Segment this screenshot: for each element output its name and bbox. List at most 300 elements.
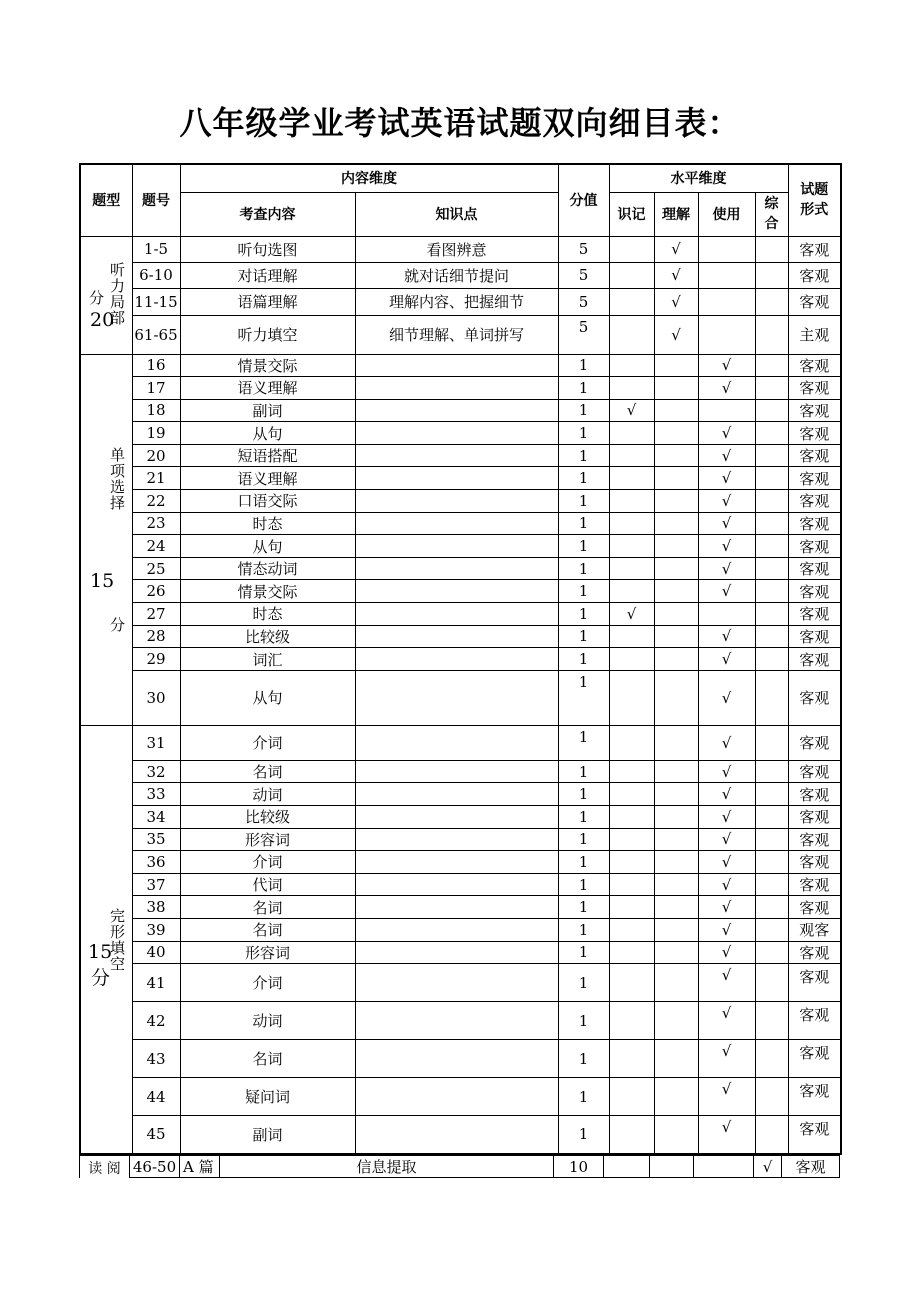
knowledge-cell (355, 603, 558, 626)
level-use-cell (698, 262, 755, 288)
reading-level-recall (604, 1156, 650, 1178)
content-cell: 形容词 (180, 828, 355, 851)
question-num: 32 (132, 760, 180, 783)
table-row (80, 444, 841, 467)
level-understand-cell (654, 399, 698, 422)
question-num: 26 (132, 580, 180, 603)
score-cell: 1 (558, 828, 609, 851)
level-understand-cell (654, 580, 698, 603)
level-recall-cell (609, 236, 654, 262)
level-use-cell: √ (698, 490, 755, 513)
level-use-cell (698, 603, 755, 626)
score-cell: 5 (558, 315, 609, 354)
level-understand-cell (654, 535, 698, 558)
table-row (80, 1078, 841, 1116)
form-cell: 客观 (788, 603, 841, 626)
form-cell: 客观 (788, 1078, 841, 1116)
header-content-dim: 内容维度 (180, 164, 558, 192)
level-recall-cell (609, 806, 654, 829)
score-cell: 5 (558, 288, 609, 315)
score-cell: 1 (558, 603, 609, 626)
table-row (80, 1116, 841, 1154)
question-num: 22 (132, 490, 180, 513)
level-synthesis-cell (755, 725, 788, 760)
level-use-cell: √ (698, 444, 755, 467)
content-cell: 听力填空 (180, 315, 355, 354)
table-row (80, 354, 841, 377)
section-3-points: 15 (88, 941, 113, 963)
reading-part: A 篇 (180, 1156, 220, 1178)
table-row (80, 783, 841, 806)
level-synthesis-cell (755, 1040, 788, 1078)
level-recall-cell (609, 625, 654, 648)
level-use-cell: √ (698, 964, 755, 1002)
level-use-cell (698, 399, 755, 422)
level-recall-cell (609, 535, 654, 558)
knowledge-cell (355, 557, 558, 580)
table-row (80, 873, 841, 896)
form-cell: 客观 (788, 725, 841, 760)
level-recall-cell (609, 444, 654, 467)
form-cell: 观客 (788, 918, 841, 941)
knowledge-cell (355, 783, 558, 806)
table-row (80, 964, 841, 1002)
level-synthesis-cell (755, 444, 788, 467)
level-synthesis-cell (755, 603, 788, 626)
section-2-name: 单项选择 (110, 446, 126, 512)
level-use-cell: √ (698, 918, 755, 941)
form-cell: 客观 (788, 1040, 841, 1078)
knowledge-cell (355, 490, 558, 513)
reading-knowledge: 信息提取 (220, 1156, 554, 1178)
table-row (80, 1002, 841, 1040)
level-understand-cell (654, 557, 698, 580)
knowledge-cell (355, 896, 558, 919)
table-row (80, 580, 841, 603)
question-num: 43 (132, 1040, 180, 1078)
score-cell: 1 (558, 557, 609, 580)
reading-num: 46-50 (130, 1156, 180, 1178)
section-1-unit: 分 (89, 289, 105, 307)
level-use-cell: √ (698, 648, 755, 671)
level-recall-cell (609, 580, 654, 603)
knowledge-cell: 看图辨意 (355, 236, 558, 262)
level-recall-cell (609, 1078, 654, 1116)
score-cell: 1 (558, 648, 609, 671)
header-level-recall: 识记 (609, 192, 654, 236)
level-recall-cell (609, 828, 654, 851)
spec-table (79, 163, 842, 1155)
section-3-name: 完形填空 (110, 907, 126, 973)
table-row (80, 918, 841, 941)
level-use-cell: √ (698, 1040, 755, 1078)
level-understand-cell (654, 806, 698, 829)
level-understand-cell (654, 964, 698, 1002)
knowledge-cell (355, 444, 558, 467)
score-cell: 5 (558, 236, 609, 262)
form-cell: 客观 (788, 288, 841, 315)
level-recall-cell (609, 512, 654, 535)
question-num: 42 (132, 1002, 180, 1040)
level-understand-cell (654, 625, 698, 648)
question-num: 35 (132, 828, 180, 851)
level-understand-cell (654, 377, 698, 400)
table-row (80, 262, 841, 288)
question-num: 41 (132, 964, 180, 1002)
level-use-cell: √ (698, 512, 755, 535)
level-understand-cell (654, 670, 698, 725)
content-cell: 从句 (180, 670, 355, 725)
form-cell: 客观 (788, 354, 841, 377)
knowledge-cell (355, 1116, 558, 1154)
score-cell: 1 (558, 941, 609, 964)
level-synthesis-cell (755, 941, 788, 964)
knowledge-cell (355, 422, 558, 445)
form-cell: 客观 (788, 828, 841, 851)
table-row (80, 1040, 841, 1078)
level-synthesis-cell (755, 512, 788, 535)
level-understand-cell (654, 467, 698, 490)
score-cell: 1 (558, 896, 609, 919)
level-synthesis-cell (755, 399, 788, 422)
level-use-cell: √ (698, 422, 755, 445)
level-synthesis-cell (755, 1116, 788, 1154)
level-use-cell: √ (698, 580, 755, 603)
level-synthesis-cell (755, 806, 788, 829)
question-num: 30 (132, 670, 180, 725)
level-synthesis-cell (755, 315, 788, 354)
reading-score: 10 (554, 1156, 604, 1178)
knowledge-cell (355, 670, 558, 725)
content-cell: 疑问词 (180, 1078, 355, 1116)
header-level-understand: 理解 (654, 192, 698, 236)
knowledge-cell (355, 725, 558, 760)
form-cell: 客观 (788, 422, 841, 445)
header-form: 试题形式 (788, 164, 841, 236)
content-cell: 形容词 (180, 941, 355, 964)
knowledge-cell: 细节理解、单词拼写 (355, 315, 558, 354)
knowledge-cell (355, 1040, 558, 1078)
score-cell: 1 (558, 1040, 609, 1078)
knowledge-cell: 就对话细节提问 (355, 262, 558, 288)
form-cell: 客观 (788, 399, 841, 422)
content-cell: 介词 (180, 725, 355, 760)
level-understand-cell (654, 354, 698, 377)
question-num: 21 (132, 467, 180, 490)
level-synthesis-cell (755, 670, 788, 725)
level-use-cell: √ (698, 760, 755, 783)
level-understand-cell: √ (654, 315, 698, 354)
table-row (80, 512, 841, 535)
form-cell: 客观 (788, 512, 841, 535)
level-recall-cell (609, 262, 654, 288)
question-num: 16 (132, 354, 180, 377)
table-row (80, 760, 841, 783)
knowledge-cell (355, 964, 558, 1002)
level-recall-cell: √ (609, 603, 654, 626)
score-cell: 1 (558, 625, 609, 648)
level-understand-cell (654, 873, 698, 896)
level-understand-cell (654, 851, 698, 874)
section-2-unit: 分 (110, 616, 126, 634)
level-recall-cell (609, 1116, 654, 1154)
table-row (80, 941, 841, 964)
level-use-cell: √ (698, 1078, 755, 1116)
content-cell: 时态 (180, 512, 355, 535)
level-synthesis-cell (755, 783, 788, 806)
score-cell: 1 (558, 444, 609, 467)
level-understand-cell (654, 603, 698, 626)
score-cell: 1 (558, 760, 609, 783)
question-num: 31 (132, 725, 180, 760)
content-cell: 比较级 (180, 625, 355, 648)
question-num: 27 (132, 603, 180, 626)
question-num: 34 (132, 806, 180, 829)
level-synthesis-cell (755, 535, 788, 558)
level-synthesis-cell (755, 648, 788, 671)
reading-type-label: 读 阅 (80, 1156, 130, 1178)
score-cell: 1 (558, 512, 609, 535)
knowledge-cell (355, 535, 558, 558)
level-understand-cell: √ (654, 236, 698, 262)
content-cell: 比较级 (180, 806, 355, 829)
header-level-synthesis: 综合 (755, 192, 788, 236)
score-cell: 1 (558, 670, 609, 725)
header-content: 考查内容 (180, 192, 355, 236)
header-type: 题型 (80, 164, 132, 236)
level-recall-cell (609, 941, 654, 964)
form-cell: 客观 (788, 490, 841, 513)
level-synthesis-cell (755, 828, 788, 851)
score-cell: 1 (558, 535, 609, 558)
table-row (80, 828, 841, 851)
score-cell: 1 (558, 490, 609, 513)
level-synthesis-cell (755, 851, 788, 874)
level-recall-cell (609, 783, 654, 806)
level-use-cell: √ (698, 783, 755, 806)
reading-level-synthesis: √ (754, 1156, 782, 1178)
level-understand-cell (654, 896, 698, 919)
section-1-points: 20 (90, 309, 115, 331)
knowledge-cell (355, 377, 558, 400)
form-cell: 客观 (788, 557, 841, 580)
form-cell: 主观 (788, 315, 841, 354)
score-cell: 1 (558, 783, 609, 806)
form-cell: 客观 (788, 806, 841, 829)
content-cell: 词汇 (180, 648, 355, 671)
knowledge-cell (355, 1078, 558, 1116)
score-cell: 1 (558, 580, 609, 603)
form-cell: 客观 (788, 670, 841, 725)
level-synthesis-cell (755, 490, 788, 513)
reading-level-understand (650, 1156, 694, 1178)
table-row (80, 236, 841, 262)
level-use-cell: √ (698, 806, 755, 829)
score-cell: 1 (558, 354, 609, 377)
level-understand-cell (654, 941, 698, 964)
knowledge-cell (355, 512, 558, 535)
question-num: 18 (132, 399, 180, 422)
level-recall-cell (609, 557, 654, 580)
level-use-cell: √ (698, 377, 755, 400)
knowledge-cell (355, 467, 558, 490)
form-cell: 客观 (788, 783, 841, 806)
level-use-cell: √ (698, 873, 755, 896)
content-cell: 副词 (180, 399, 355, 422)
knowledge-cell (355, 851, 558, 874)
table-row (80, 490, 841, 513)
level-understand-cell (654, 760, 698, 783)
form-cell: 客观 (788, 236, 841, 262)
level-use-cell: √ (698, 625, 755, 648)
form-cell: 客观 (788, 648, 841, 671)
content-cell: 口语交际 (180, 490, 355, 513)
score-cell: 1 (558, 918, 609, 941)
level-synthesis-cell (755, 1002, 788, 1040)
score-cell: 1 (558, 377, 609, 400)
page-title: 八年级学业考试英语试题双向细目表： (179, 104, 741, 142)
level-understand-cell (654, 828, 698, 851)
knowledge-cell (355, 625, 558, 648)
level-understand-cell (654, 1002, 698, 1040)
level-synthesis-cell (755, 1078, 788, 1116)
level-synthesis-cell (755, 873, 788, 896)
form-cell: 客观 (788, 467, 841, 490)
level-synthesis-cell (755, 262, 788, 288)
content-cell: 动词 (180, 783, 355, 806)
content-cell: 从句 (180, 535, 355, 558)
reading-form: 客观 (782, 1156, 840, 1178)
score-cell: 1 (558, 964, 609, 1002)
knowledge-cell (355, 918, 558, 941)
form-cell: 客观 (788, 851, 841, 874)
score-cell: 1 (558, 467, 609, 490)
level-recall-cell (609, 315, 654, 354)
level-synthesis-cell (755, 760, 788, 783)
content-cell: 副词 (180, 1116, 355, 1154)
knowledge-cell: 理解内容、把握细节 (355, 288, 558, 315)
section-3-unit: 分 (91, 967, 111, 989)
level-recall-cell (609, 422, 654, 445)
level-recall-cell (609, 1040, 654, 1078)
level-recall-cell (609, 354, 654, 377)
reading-level-use (694, 1156, 754, 1178)
score-cell: 1 (558, 1116, 609, 1154)
level-recall-cell (609, 377, 654, 400)
form-cell: 客观 (788, 625, 841, 648)
level-synthesis-cell (755, 467, 788, 490)
content-cell: 代词 (180, 873, 355, 896)
question-num: 25 (132, 557, 180, 580)
knowledge-cell (355, 354, 558, 377)
level-recall-cell (609, 918, 654, 941)
content-cell: 时态 (180, 603, 355, 626)
question-num: 39 (132, 918, 180, 941)
section-2-points: 15 (90, 570, 115, 592)
form-cell: 客观 (788, 535, 841, 558)
question-num: 40 (132, 941, 180, 964)
question-num: 11-15 (132, 288, 180, 315)
level-synthesis-cell (755, 236, 788, 262)
level-synthesis-cell (755, 354, 788, 377)
level-recall-cell (609, 896, 654, 919)
level-recall-cell (609, 964, 654, 1002)
content-cell: 介词 (180, 964, 355, 1002)
form-cell: 客观 (788, 941, 841, 964)
level-understand-cell (654, 1078, 698, 1116)
table-row (80, 851, 841, 874)
level-synthesis-cell (755, 377, 788, 400)
content-cell: 情景交际 (180, 580, 355, 603)
knowledge-cell (355, 806, 558, 829)
level-recall-cell (609, 288, 654, 315)
level-understand-cell: √ (654, 262, 698, 288)
question-num: 23 (132, 512, 180, 535)
level-understand-cell (654, 783, 698, 806)
level-use-cell: √ (698, 941, 755, 964)
level-recall-cell (609, 873, 654, 896)
question-num: 36 (132, 851, 180, 874)
form-cell: 客观 (788, 580, 841, 603)
level-understand-cell (654, 918, 698, 941)
knowledge-cell (355, 648, 558, 671)
level-use-cell (698, 315, 755, 354)
table-row (80, 315, 841, 354)
header-score: 分值 (558, 164, 609, 236)
level-synthesis-cell (755, 918, 788, 941)
score-cell: 1 (558, 1002, 609, 1040)
form-cell: 客观 (788, 262, 841, 288)
question-num: 45 (132, 1116, 180, 1154)
level-use-cell: √ (698, 851, 755, 874)
header-knowledge: 知识点 (355, 192, 558, 236)
level-synthesis-cell (755, 580, 788, 603)
content-cell: 名词 (180, 1040, 355, 1078)
knowledge-cell (355, 828, 558, 851)
level-use-cell: √ (698, 354, 755, 377)
level-understand-cell (654, 1040, 698, 1078)
level-recall-cell (609, 648, 654, 671)
section-type-cell (80, 354, 132, 725)
question-num: 19 (132, 422, 180, 445)
knowledge-cell (355, 941, 558, 964)
content-cell: 对话理解 (180, 262, 355, 288)
table-row (80, 557, 841, 580)
content-cell: 语义理解 (180, 377, 355, 400)
knowledge-cell (355, 399, 558, 422)
question-num: 6-10 (132, 262, 180, 288)
table-row (80, 725, 841, 760)
section-1-name: 听力局部 (110, 261, 126, 327)
content-cell: 动词 (180, 1002, 355, 1040)
level-recall-cell (609, 1002, 654, 1040)
content-cell: 短语搭配 (180, 444, 355, 467)
table-row (80, 422, 841, 445)
question-num: 1-5 (132, 236, 180, 262)
score-cell: 1 (558, 806, 609, 829)
level-recall-cell: √ (609, 399, 654, 422)
knowledge-cell (355, 1002, 558, 1040)
content-cell: 名词 (180, 918, 355, 941)
level-understand-cell (654, 422, 698, 445)
level-synthesis-cell (755, 557, 788, 580)
level-synthesis-cell (755, 625, 788, 648)
level-recall-cell (609, 760, 654, 783)
level-recall-cell (609, 670, 654, 725)
knowledge-cell (355, 580, 558, 603)
level-use-cell: √ (698, 828, 755, 851)
level-use-cell: √ (698, 557, 755, 580)
